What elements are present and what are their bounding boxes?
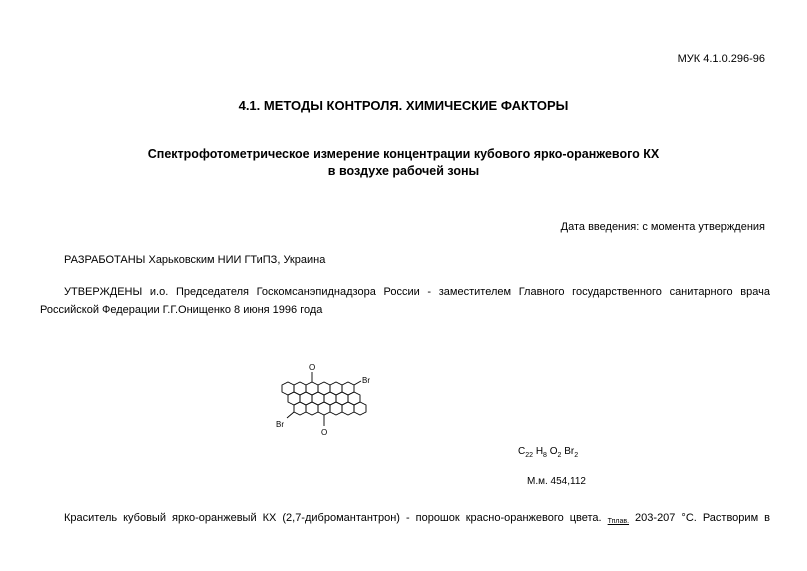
br-bond	[287, 412, 294, 418]
bromine-left-label: Br	[276, 420, 284, 429]
ring	[330, 402, 342, 415]
br-bond	[354, 381, 361, 385]
ring	[354, 402, 366, 415]
ring	[342, 402, 354, 415]
structural-formula-diagram	[268, 358, 388, 448]
bromine-right-label: Br	[362, 376, 370, 385]
approved-by-paragraph: УТВЕРЖДЕНЫ и.о. Председателя Госкомсанэпиднадзора России - заместителем Главного государственного санитарного врача Российской Федерации Г.Г.Онищенко 8 июня 1996 года	[40, 286, 770, 316]
oxygen-top-label: O	[309, 363, 316, 372]
subtitle-line-2: в воздухе рабочей зоны	[327, 164, 480, 178]
molar-mass: М.м. 454,112	[527, 476, 586, 487]
molecular-formula: $C_{22}$ $H_8$ $O_2$ $Br_2$	[518, 446, 579, 459]
description-paragraph	[40, 509, 770, 531]
developed-by-paragraph: РАЗРАБОТАНЫ Харьковским НИИ ГТиПЗ, Украина	[64, 254, 326, 266]
introduction-date: Дата введения: с момента утверждения	[560, 221, 765, 233]
document-subtitle	[0, 146, 807, 180]
oxygen-bottom-label: O	[321, 428, 328, 437]
ring	[318, 402, 330, 415]
document-code: МУК 4.1.0.296-96	[677, 53, 765, 65]
ring	[306, 402, 318, 415]
description-text: Краситель кубовый ярко-оранжевый КХ (2,7-дибромантантрон) - порошок красно-оранжевого цвета.	[64, 512, 602, 524]
subtitle-line-1: Спектрофотометрическое измерение концентрации кубового ярко-оранжевого КХ	[147, 147, 660, 161]
description-text-continued: 203-207 °С. Растворим в	[635, 512, 770, 524]
ring	[294, 402, 306, 415]
section-title: 4.1. МЕТОДЫ КОНТРОЛЯ. ХИМИЧЕСКИЕ ФАКТОРЫ	[238, 98, 569, 113]
melting-point-symbol: Тплав.	[607, 518, 630, 525]
